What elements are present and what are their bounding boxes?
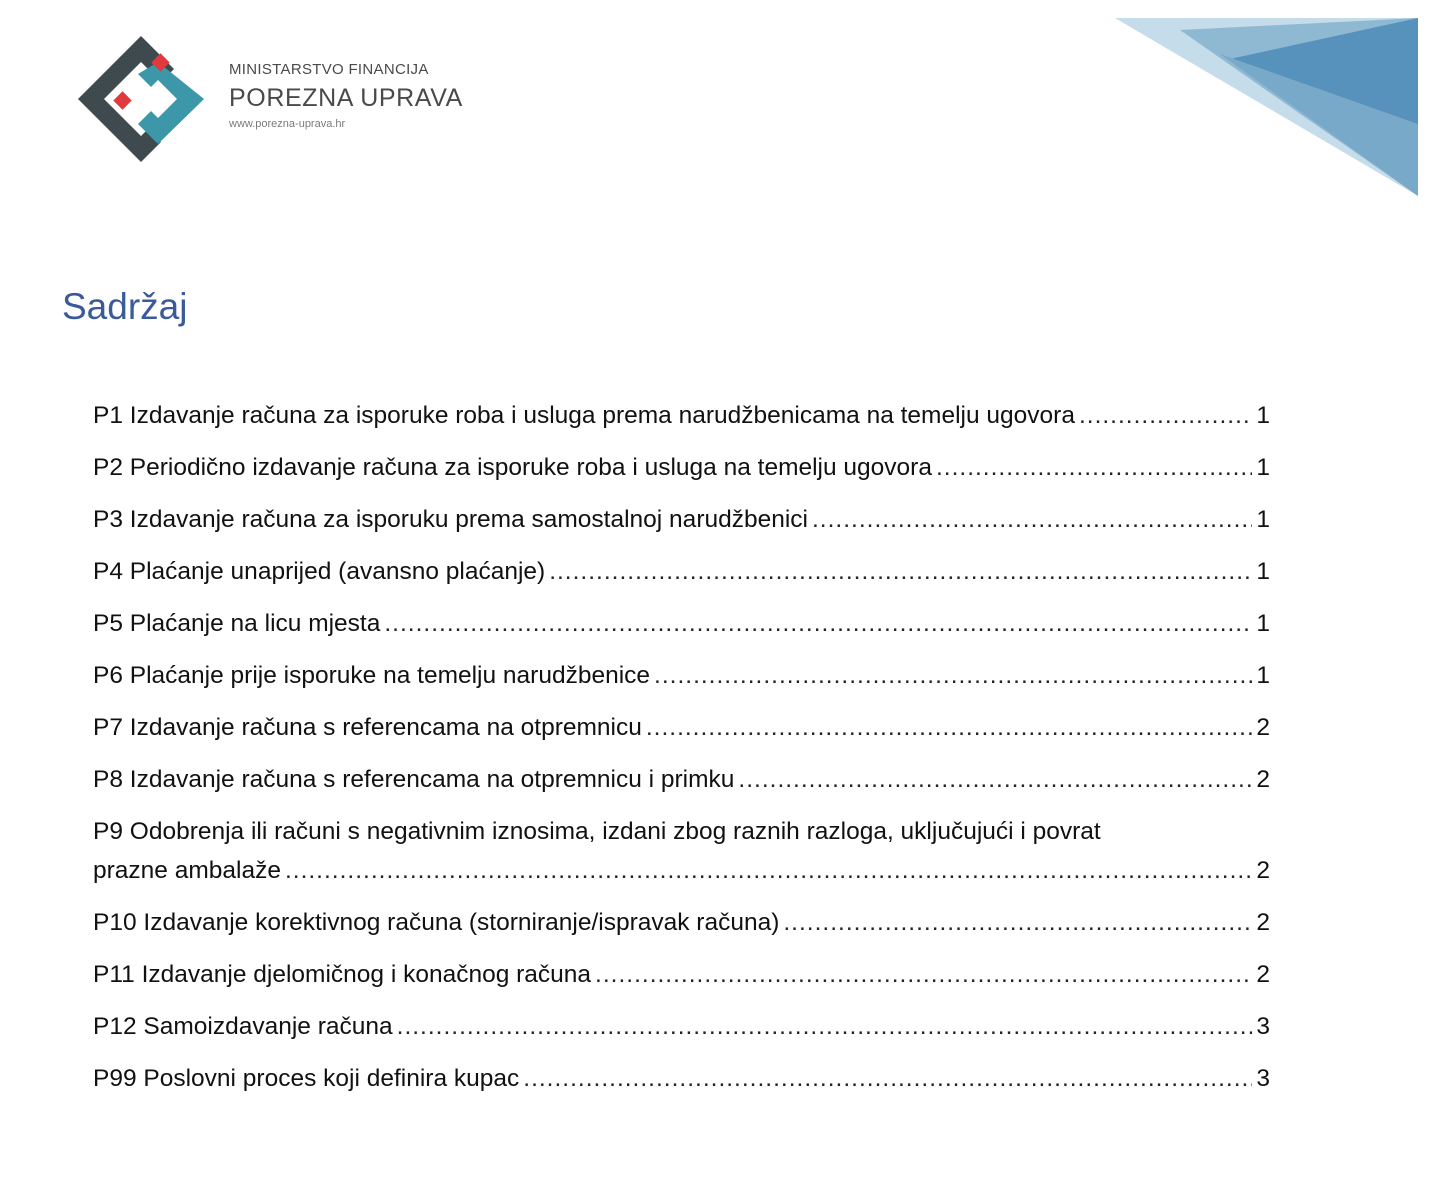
toc-page-number: 2 xyxy=(1256,714,1270,741)
corner-decoration xyxy=(1110,14,1420,200)
toc-dot-leader xyxy=(523,1059,1252,1098)
toc-entry-title: P10 Izdavanje korektivnog računa (storniranje/ispravak računa) xyxy=(93,909,780,936)
toc-dot-leader xyxy=(654,656,1252,695)
toc-entry-p12[interactable] xyxy=(93,1007,1270,1046)
organization-name: POREZNA UPRAVA xyxy=(229,84,463,112)
toc-page-number: 3 xyxy=(1256,1013,1270,1040)
toc-page-number: 2 xyxy=(1256,766,1270,793)
toc-page-number: 1 xyxy=(1256,454,1270,481)
toc-page-number: 1 xyxy=(1256,558,1270,585)
toc-page-number: 1 xyxy=(1256,662,1270,689)
toc-entry-p99[interactable] xyxy=(93,1059,1270,1098)
toc-page-number: 2 xyxy=(1256,857,1270,884)
toc-page-number: 2 xyxy=(1256,961,1270,988)
header-text xyxy=(229,60,463,131)
table-of-contents xyxy=(93,396,1270,1111)
porezna-uprava-logo-icon xyxy=(76,34,206,164)
toc-dot-leader xyxy=(549,552,1252,591)
toc-page-number: 1 xyxy=(1256,610,1270,637)
toc-entry-title: P4 Plaćanje unaprijed (avansno plaćanje) xyxy=(93,558,546,585)
toc-entry-title: P5 Plaćanje na licu mjesta xyxy=(93,610,381,637)
toc-dot-leader xyxy=(285,851,1252,890)
toc-entry-p9[interactable] xyxy=(93,812,1270,890)
toc-page-number: 1 xyxy=(1256,402,1270,429)
toc-entry-title: P6 Plaćanje prije isporuke na temelju narudžbenice xyxy=(93,662,651,689)
toc-entry-p7[interactable] xyxy=(93,708,1270,747)
toc-entry-title: P2 Periodično izdavanje računa za isporuke roba i usluga na temelju ugovora xyxy=(93,454,932,481)
logo-teal-frame xyxy=(138,62,204,144)
toc-page-number: 1 xyxy=(1256,506,1270,533)
toc-entry-p5[interactable] xyxy=(93,604,1270,643)
logo-red-accent-left xyxy=(113,91,131,109)
toc-dot-leader xyxy=(384,604,1252,643)
toc-dot-leader xyxy=(812,500,1252,539)
website-link[interactable]: www.porezna-uprava.hr xyxy=(229,118,346,130)
toc-entry-p10[interactable] xyxy=(93,903,1270,942)
toc-entry-p11[interactable] xyxy=(93,955,1270,994)
toc-dot-leader xyxy=(936,448,1252,487)
toc-entry-title: P12 Samoizdavanje računa xyxy=(93,1013,393,1040)
toc-entry-title: P9 Odobrenja ili računi s negativnim iznosima, izdani zbog raznih razloga, uključujući i povrat xyxy=(93,818,1101,845)
toc-dot-leader xyxy=(646,708,1253,747)
toc-dot-leader xyxy=(397,1007,1253,1046)
toc-dot-leader xyxy=(1079,396,1252,435)
toc-dot-leader xyxy=(595,955,1252,994)
toc-entry-title: P7 Izdavanje računa s referencama na otpremnicu xyxy=(93,714,642,741)
toc-dot-leader xyxy=(738,760,1252,799)
toc-page-number: 3 xyxy=(1256,1065,1270,1092)
toc-entry-p8[interactable] xyxy=(93,760,1270,799)
ministry-name: MINISTARSTVO FINANCIJA xyxy=(229,61,429,78)
toc-entry-p2[interactable] xyxy=(93,448,1270,487)
toc-entry-title: P1 Izdavanje računa za isporuke roba i usluga prema narudžbenicama na temelju ugovora xyxy=(93,402,1075,429)
toc-entry-p4[interactable] xyxy=(93,552,1270,591)
toc-entry-title: P99 Poslovni proces koji definira kupac xyxy=(93,1065,520,1092)
toc-heading: Sadržaj xyxy=(62,286,188,327)
toc-entry-title: P3 Izdavanje računa za isporuku prema samostalnoj narudžbenici xyxy=(93,506,808,533)
toc-entry-title: P11 Izdavanje djelomičnog i konačnog računa xyxy=(93,961,592,988)
toc-entry-title: P8 Izdavanje računa s referencama na otpremnicu i primku xyxy=(93,766,735,793)
toc-entry-title-continued: prazne ambalaže xyxy=(93,857,281,884)
toc-entry-p3[interactable] xyxy=(93,500,1270,539)
toc-entry-p6[interactable] xyxy=(93,656,1270,695)
toc-dot-leader xyxy=(783,903,1252,942)
toc-page-number: 2 xyxy=(1256,909,1270,936)
toc-entry-p1[interactable] xyxy=(93,396,1270,435)
